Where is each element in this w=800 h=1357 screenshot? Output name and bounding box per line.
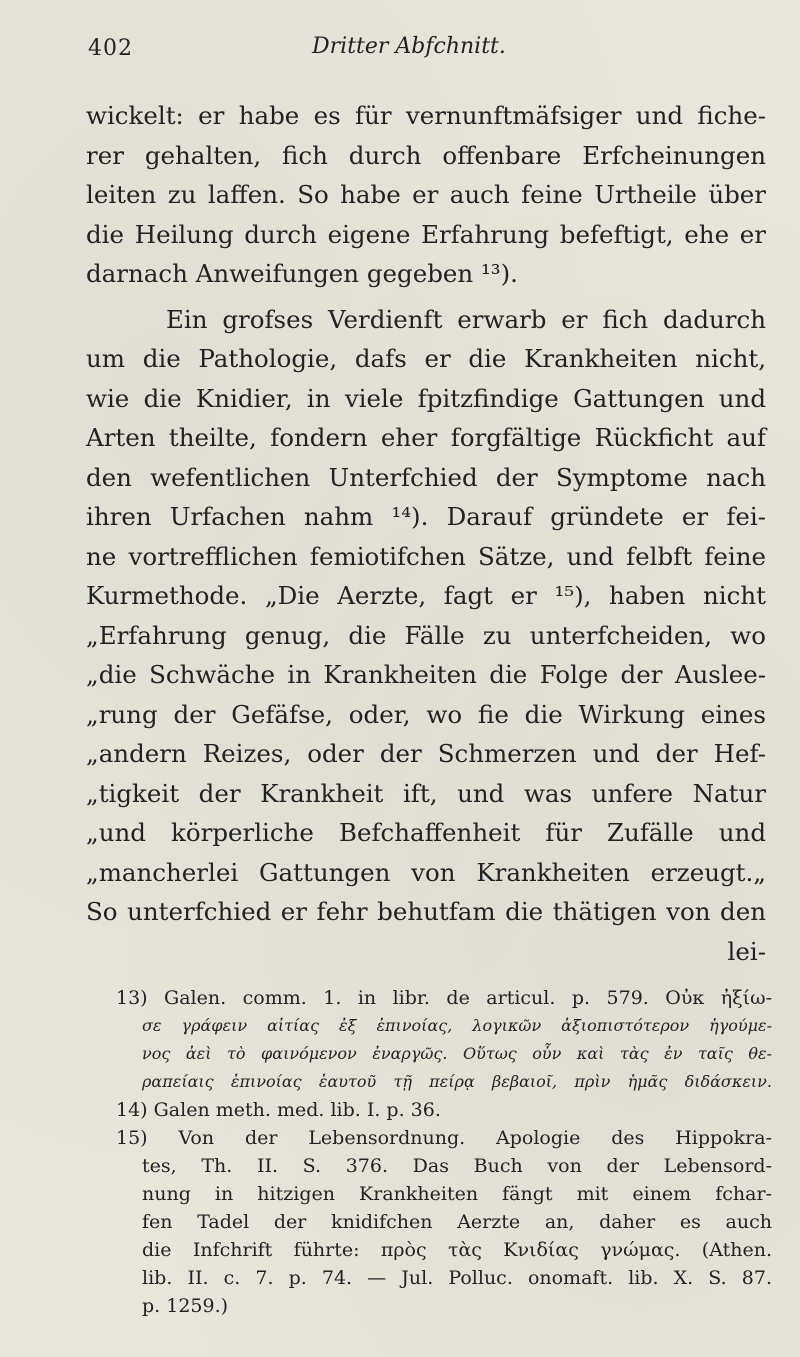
text-line: „rung der Gefäfse, oder, wo fie die Wirkung eines (86, 699, 766, 729)
text-line: „tigkeit der Krankheit ift, und was unfere Natur (86, 778, 766, 808)
footnote-13 (116, 984, 772, 1096)
text-line: „und körperliche Befchaffenheit für Zufälle und (86, 818, 766, 847)
footnote-line: 13) Galen. comm. 1. in libr. de articul. p. 579. Οὐκ ἠξίω- (116, 987, 772, 1009)
text-line: Ein grofses Verdienft erwarb er fich dadurch (166, 304, 766, 334)
footnote-line: 14) Galen meth. med. lib. I. p. 36. (116, 1099, 441, 1121)
page-number: 402 (88, 36, 133, 61)
footnote-line: nung in hitzigen Krankheiten fängt mit einem fchar- (142, 1183, 772, 1205)
footnote-line: fen Tadel der knidifchen Aerzte an, daher es auch (142, 1211, 772, 1233)
footnote-line: p. 1259.) (142, 1295, 229, 1317)
footnote-line: ραπείαις ἐπινοίας ἑαυτοῦ τῇ πείρᾳ βεβαιοῖ, πρὶν ἡμᾶς διδάσκειν. (142, 1072, 772, 1091)
footnote-line: σε γράφειν αἰτίας ἐξ ἐπινοίας, λογικῶν ἀξιοπιστότερον ἡγούμε- (142, 1016, 772, 1035)
catchword: lei- (727, 936, 766, 966)
footnote-line: 15) Von der Lebensordnung. Apologie des Hippokra- (116, 1127, 772, 1149)
running-head: Dritter Abfchnitt. (312, 34, 506, 59)
text-line: „mancherlei Gattungen von Krankheiten erzeugt.„ (86, 857, 766, 887)
text-line: „Erfahrung genug, die Fälle zu unterfcheiden, wo (86, 620, 766, 650)
text-line: wickelt: er habe es für vernunftmäfsiger und fiche- (86, 101, 766, 130)
page-header (88, 30, 768, 66)
text-line: die Heilung durch eigene Erfahrung befeftigt, ehe er (86, 219, 766, 249)
text-line: So unterfchied er fehr behutfam die thätigen von den (86, 897, 766, 926)
text-line: rer gehalten, fich durch offenbare Erfcheinungen (86, 140, 766, 170)
text-line: ne vortrefflichen femiotifchen Sätze, und felbft feine (86, 541, 766, 571)
footnotes (116, 984, 772, 1320)
footnote-line: tes, Th. II. S. 376. Das Buch von der Lebensord- (142, 1155, 772, 1177)
footnote-line: lib. II. c. 7. p. 74. — Jul. Polluc. onomaft. lib. X. S. 87. (142, 1267, 772, 1289)
text-line: ihren Urfachen nahm ¹⁴). Darauf gründete er fei- (86, 502, 766, 531)
body-text (86, 96, 766, 971)
text-line: Arten theilte, fondern eher forgfältige Rückficht auf (86, 423, 766, 452)
footnote-15 (116, 1124, 772, 1320)
text-line: darnach Anweifungen gegeben ¹³). (86, 259, 518, 288)
text-line: den wefentlichen Unterfchied der Symptome nach (86, 462, 766, 492)
text-line: wie die Knidier, in viele fpitzfindige Gattungen und (86, 383, 766, 413)
text-line: um die Pathologie, dafs er die Krankheiten nicht, (86, 344, 766, 373)
text-line: Kurmethode. „Die Aerzte, fagt er ¹⁵), haben nicht (86, 581, 766, 610)
footnote-line: νος ἀεὶ τὸ φαινόμενον ἐναργῶς. Οὕτως οὖν καὶ τὰς ἐν ταῖς θε- (142, 1044, 772, 1063)
footnote-14 (116, 1096, 772, 1124)
text-line: „die Schwäche in Krankheiten die Folge der Auslee- (86, 660, 766, 689)
footnote-line: die Infchrift führte: πρὸς τὰς Κνιδίας γνώμας. (Athen. (142, 1239, 772, 1261)
text-line: „andern Reizes, oder der Schmerzen und der Hef- (86, 739, 766, 768)
text-line: leiten zu laffen. So habe er auch feine Urtheile über (86, 180, 766, 209)
